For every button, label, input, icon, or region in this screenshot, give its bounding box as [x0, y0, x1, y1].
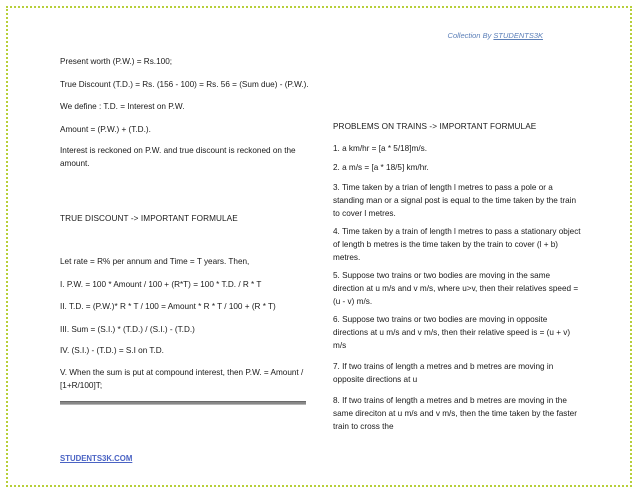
train-formula-item: 4. Time taken by a train of length l metres to pass a stationary object of length b metres is the time taken by the train to cover (l + b) metres.	[333, 227, 581, 262]
formula-intro: Let rate = R% per annum and Time = T years. Then,	[60, 257, 250, 266]
formula-item: II. T.D. = (P.W.)* R * T / 100 = Amount * R * T / 100 + (R * T)	[60, 302, 276, 311]
train-formula-item: 5. Suppose two trains or two bodies are moving in the same direction at u m/s and v m/s, where u>v, then their relatives speed = (u - v) m/s.	[333, 271, 579, 306]
paragraph-present-worth: Present worth (P.W.) = Rs.100;	[60, 57, 173, 66]
heading-true-discount-formulae: TRUE DISCOUNT -> IMPORTANT FORMULAE	[60, 214, 238, 223]
paragraph-td-definition: We define : T.D. = Interest on P.W.	[60, 102, 185, 111]
heading-trains-formulae: PROBLEMS ON TRAINS -> IMPORTANT FORMULAE	[333, 122, 537, 131]
collection-credit-link[interactable]: STUDENTS3K	[493, 31, 543, 40]
train-formula-item: 3. Time taken by a trian of length l metres to pass a pole or a standing man or a signal post is equal to the time taken by the train to cover l metres.	[333, 183, 577, 218]
train-formula-item: 2. a m/s = [a * 18/5] km/hr.	[333, 163, 429, 172]
section-divider	[60, 401, 306, 405]
train-formula-item: 8. If two trains of length a metres and b metres are moving in the same direciton at u m/s and v m/s, then the time taken by the faster train to cross the	[333, 396, 577, 431]
paragraph-amount: Amount = (P.W.) + (T.D.).	[60, 125, 151, 134]
train-formula-item: 7. If two trains of length a metres and b metres are moving in opposite directions at u	[333, 362, 554, 384]
formula-item: IV. (S.I.) - (T.D.) = S.I on T.D.	[60, 346, 164, 355]
train-formula-item: 1. a km/hr = [a * 5/18]m/s.	[333, 144, 427, 153]
paragraph-true-discount: True Discount (T.D.) = Rs. (156 - 100) = Rs. 56 = (Sum due) - (P.W.).	[60, 80, 309, 89]
collection-credit-prefix: Collection By	[447, 31, 494, 40]
formula-item: V. When the sum is put at compound interest, then P.W. = Amount / [1+R/100]T;	[60, 368, 304, 390]
formula-item: III. Sum = (S.I.) * (T.D.) / (S.I.) - (T.D.)	[60, 325, 195, 334]
formula-item: I. P.W. = 100 * Amount / 100 + (R*T) = 100 * T.D. / R * T	[60, 280, 262, 289]
train-formula-item: 6. Suppose two trains or two bodies are moving in opposite directions at u m/s and v m/s, then their relative speed is = (u + v) m/s	[333, 315, 571, 350]
paragraph-interest-note: Interest is reckoned on P.W. and true discount is reckoned on the amount.	[60, 146, 296, 168]
footer-site-link[interactable]: STUDENTS3K.COM	[60, 454, 133, 463]
collection-credit	[448, 31, 543, 40]
